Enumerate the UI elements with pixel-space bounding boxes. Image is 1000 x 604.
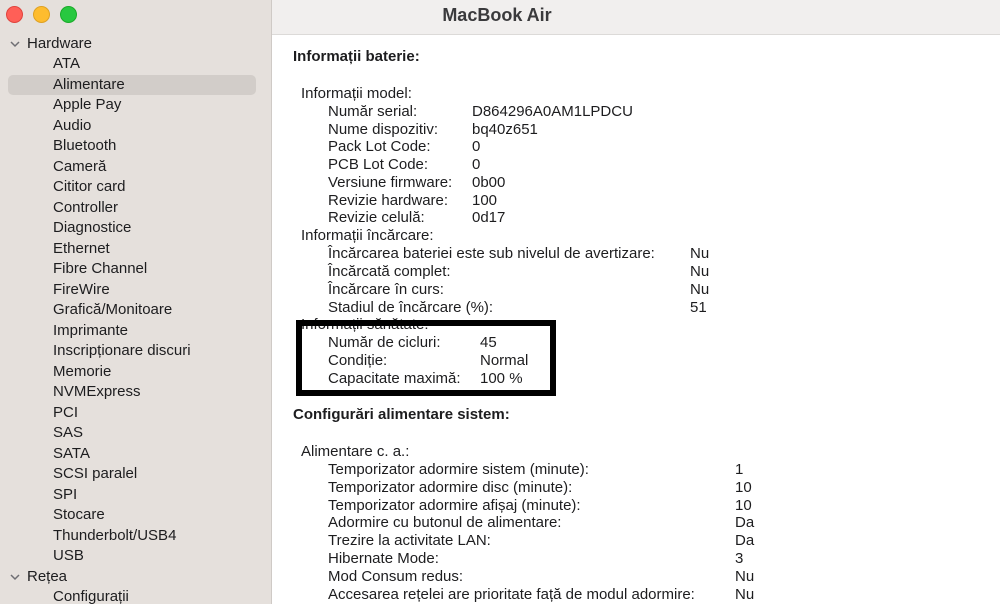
health-value: 45 (480, 334, 497, 351)
charging-label: Încărcată complet: (328, 263, 451, 280)
sidebar-item-label: FireWire (53, 281, 110, 298)
detail-pane (272, 0, 1000, 604)
subsection-heading-health: Informații sănătate: (301, 316, 429, 333)
sidebar-item-ata[interactable] (8, 54, 256, 74)
zoom-window-button[interactable] (60, 6, 77, 23)
sidebar-item-scsi-paralel[interactable] (8, 464, 256, 484)
sidebar-item-firewire[interactable] (8, 280, 256, 300)
ac-label: Hibernate Mode: (328, 550, 439, 567)
model-label: Pack Lot Code: (328, 138, 431, 155)
health-value: 100 % (480, 370, 523, 387)
sidebar-item-label: NVMExpress (53, 383, 141, 400)
charging-label: Stadiul de încărcare (%): (328, 299, 494, 316)
health-value: Normal (480, 352, 529, 369)
sidebar (0, 0, 272, 604)
sidebar-item-stocare[interactable] (8, 505, 256, 525)
ac-label: Adormire cu butonul de alimentare: (328, 514, 562, 531)
sidebar-item-nvmexpress[interactable] (8, 382, 256, 402)
sidebar-item-camera[interactable] (8, 157, 256, 177)
sidebar-group-label: Hardware (27, 35, 93, 52)
sidebar-item-pci[interactable] (8, 403, 256, 423)
sidebar-item-audio[interactable] (8, 116, 256, 136)
health-label: Condiție: (328, 352, 388, 369)
sidebar-item-label: Grafică/Monitoare (53, 301, 173, 318)
ac-label: Trezire la activitate LAN: (328, 532, 491, 549)
sidebar-item-alimentare[interactable] (8, 75, 256, 95)
sidebar-item-label: SATA (53, 445, 90, 462)
sidebar-item-label: Stocare (53, 506, 105, 523)
sidebar-item-label: ATA (53, 55, 80, 72)
model-label: Nume dispozitiv: (328, 121, 439, 138)
sidebar-item-label: SPI (53, 486, 78, 503)
sidebar-group-hardware[interactable] (10, 34, 92, 54)
sidebar-item-label: Memorie (53, 363, 112, 380)
sidebar-item-memorie[interactable] (8, 362, 256, 382)
charging-value: Nu (690, 263, 710, 280)
sidebar-item-inscriptionare-discuri[interactable] (8, 341, 256, 361)
ac-label: Temporizator adormire sistem (minute): (328, 461, 589, 478)
chevron-down-icon[interactable] (10, 572, 20, 582)
title-bar (272, 0, 1000, 35)
sidebar-item-sas[interactable] (8, 423, 256, 443)
model-label: Versiune firmware: (328, 174, 453, 191)
sidebar-item-ethernet[interactable] (8, 239, 256, 259)
sidebar-item-grafica-monitoare[interactable] (8, 300, 256, 320)
ac-value: 10 (735, 479, 752, 496)
sidebar-item-usb[interactable] (8, 546, 256, 566)
ac-value: 10 (735, 497, 752, 514)
sidebar-item-cititor-card[interactable] (8, 177, 256, 197)
model-value: bq40z651 (472, 121, 538, 138)
minimize-window-button[interactable] (33, 6, 50, 23)
ac-value: Da (735, 514, 755, 531)
sidebar-item-label: Cititor card (53, 178, 126, 195)
sidebar-item-thunderbolt-usb4[interactable] (8, 526, 256, 546)
sidebar-item-label: Ethernet (53, 240, 110, 257)
model-label: Revizie hardware: (328, 192, 449, 209)
subsection-heading-model: Informații model: (301, 85, 412, 102)
sidebar-item-sata[interactable] (8, 444, 256, 464)
sidebar-group-retea[interactable] (10, 567, 67, 587)
model-value: 0d17 (472, 209, 506, 226)
health-label: Număr de cicluri: (328, 334, 441, 351)
ac-value: Nu (735, 568, 755, 585)
model-value: 0 (472, 138, 481, 155)
highlight-box (296, 320, 556, 396)
ac-label: Temporizator adormire afișaj (minute): (328, 497, 581, 514)
sidebar-item-label: Diagnostice (53, 219, 132, 236)
sidebar-item-label: Inscripționare discuri (53, 342, 191, 359)
model-label: PCB Lot Code: (328, 156, 429, 173)
sidebar-item-label: SCSI paralel (53, 465, 138, 482)
model-label: Număr serial: (328, 103, 418, 120)
sidebar-item-diagnostice[interactable] (8, 218, 256, 238)
sidebar-item-label: Thunderbolt/USB4 (53, 527, 177, 544)
window-controls (6, 6, 77, 23)
sidebar-item-apple-pay[interactable] (8, 95, 256, 115)
ac-label: Accesarea rețelei are prioritate față de modul adormire: (328, 586, 695, 603)
model-value: 0b00 (472, 174, 506, 191)
subsection-heading-ac: Alimentare c. a.: (301, 443, 410, 460)
sidebar-item-controller[interactable] (8, 198, 256, 218)
window-title: MacBook Air (442, 5, 552, 25)
charging-label: Încărcarea bateriei este sub nivelul de avertizare: (328, 245, 655, 262)
charging-value: 51 (690, 299, 707, 316)
sidebar-item-label: Bluetooth (53, 137, 117, 154)
sidebar-item-fibre-channel[interactable] (8, 259, 256, 279)
charging-label: Încărcare în curs: (328, 281, 444, 298)
sidebar-item-label: Apple Pay (53, 96, 122, 113)
sidebar-item-label: Configurații (53, 588, 129, 604)
model-label: Revizie celulă: (328, 209, 425, 226)
charging-value: Nu (690, 281, 710, 298)
subsection-heading-charging: Informații încărcare: (301, 227, 434, 244)
model-value: 0 (472, 156, 481, 173)
health-label: Capacitate maximă: (328, 370, 461, 387)
sidebar-item-label: Imprimante (53, 322, 129, 339)
ac-value: 3 (735, 550, 744, 567)
sidebar-group-label: Rețea (27, 568, 68, 585)
sidebar-item-bluetooth[interactable] (8, 136, 256, 156)
ac-value: 1 (735, 461, 744, 478)
model-value: 100 (472, 192, 498, 209)
sidebar-item-label: Audio (53, 117, 92, 134)
sidebar-item-label: USB (53, 547, 84, 564)
section-heading-battery: Informații baterie: (293, 48, 420, 65)
close-window-button[interactable] (6, 6, 23, 23)
ac-value: Nu (735, 586, 755, 603)
sidebar-item-imprimante[interactable] (8, 321, 256, 341)
charging-value: Nu (690, 245, 710, 262)
sidebar-item-label: PCI (53, 404, 79, 421)
section-heading-system-power: Configurări alimentare sistem: (293, 406, 510, 423)
sidebar-item-label: Cameră (53, 158, 107, 175)
sidebar-item-spi[interactable] (8, 485, 256, 505)
model-value: D864296A0AM1LPDCU (472, 103, 633, 120)
sidebar-item-label: Controller (53, 199, 119, 216)
ac-label: Mod Consum redus: (328, 568, 464, 585)
ac-value: Da (735, 532, 755, 549)
chevron-down-icon[interactable] (10, 39, 20, 49)
sidebar-item-label: SAS (53, 424, 84, 441)
sidebar-item-label: Alimentare (53, 76, 125, 93)
ac-label: Temporizator adormire disc (minute): (328, 479, 573, 496)
sidebar-item-label: Fibre Channel (53, 260, 148, 277)
sidebar-item-configuratii[interactable] (8, 587, 256, 604)
